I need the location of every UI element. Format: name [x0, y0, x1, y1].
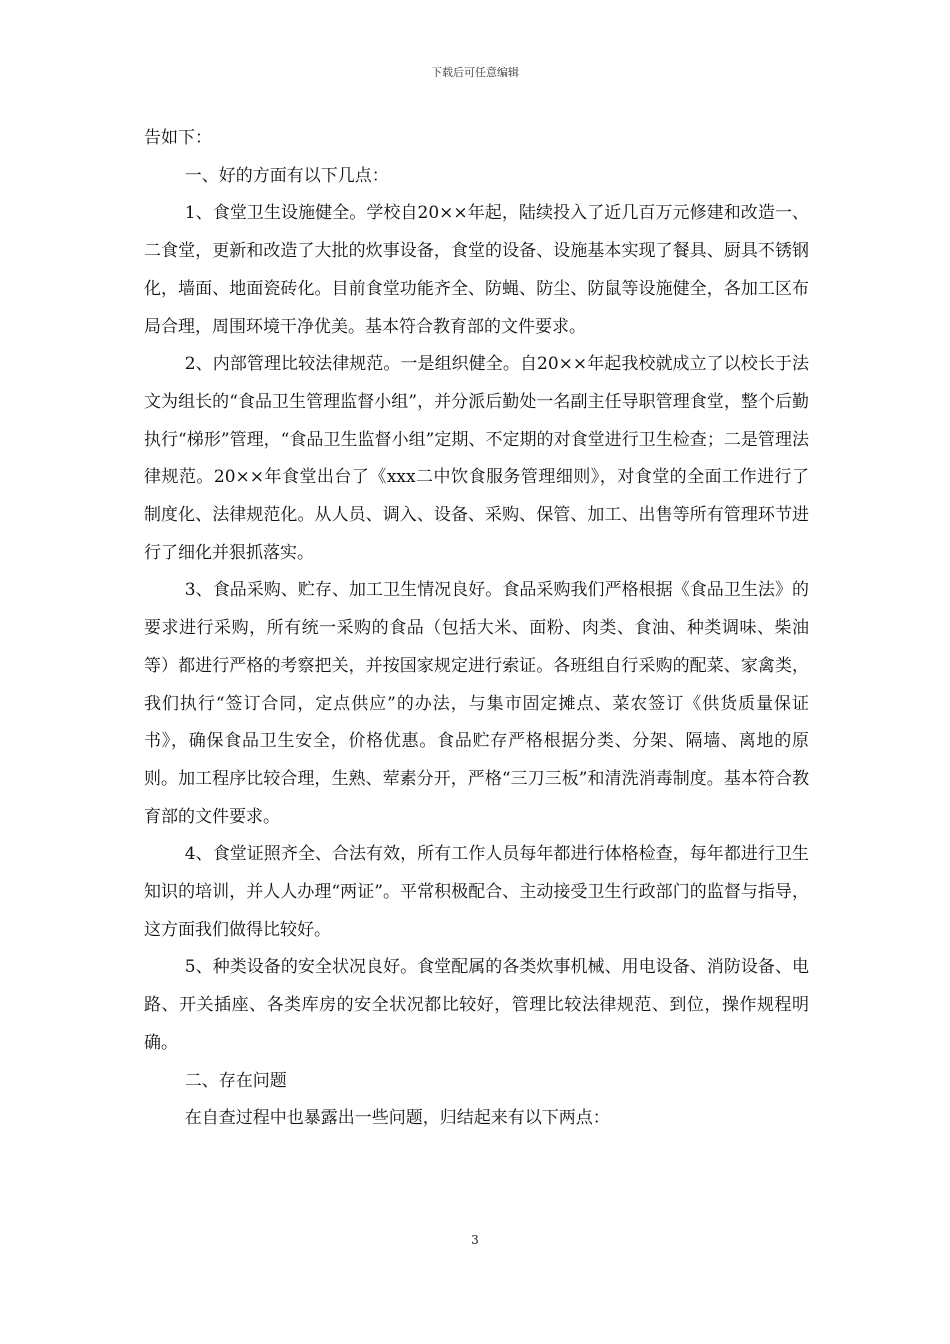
paragraph-item-3: 3、食品采购、贮存、加工卫生情况良好。食品采购我们严格根据《食品卫生法》的要求进行采购，所有统一采购的食品（包括大米、面粉、肉类、食油、种类调味、柴油等）都进行严格的考察把关，并按国家规定进行索证。各班组自行采购的配菜、家禽类，我们执行“签订合同，定点供应”的办法，与集市固定摊点、菜农签订《供货质量保证书》，确保食品卫生安全，价格优惠。食品贮存严格根据分类、分架、隔墙、离地的原则。加工程序比较合理，生熟、荤素分开，严格“三刀三板”和清洗消毒制度。基本符合教育部的文件要求。 — [144, 580, 809, 827]
section-heading-problems: 二、存在问题 — [184, 1070, 287, 1091]
page-header: 下载后可任意编辑 — [431, 66, 519, 79]
section-heading-good-aspects: 一、好的方面有以下几点： — [184, 165, 389, 186]
paragraph-problems-intro: 在自查过程中也暴露出一些问题，归结起来有以下两点： — [184, 1108, 610, 1129]
paragraph-item-5: 5、种类设备的安全状况良好。食堂配属的各类炊事机械、用电设备、消防设备、电路、开关插座、各类库房的安全状况都比较好，管理比较法律规范、到位，操作规程明确。 — [144, 957, 809, 1053]
paragraph-item-2: 2、内部管理比较法律规范。一是组织健全。自20××年起我校就成立了以校长于法文为组长的“食品卫生管理监督小组”，并分派后勤处一名副主任导职管理食堂，整个后勤执行“梯形”管理，“食品卫生监督小组”定期、不定期的对食堂进行卫生检查；二是管理法律规范。20××年食堂出台了《xxx二中饮食服务管理细则》，对食堂的全面工作进行了制度化、法律规范化。从人员、调入、设备、采购、保管、加工、出售等所有管理环节进行了细化并狠抓落实。 — [144, 354, 809, 563]
paragraph-intro: 告如下： — [144, 128, 212, 148]
paragraph-item-1: 1、食堂卫生设施健全。学校自20××年起，陆续投入了近几百万元修建和改造一、二食堂，更新和改造了大批的炊事设备，食堂的设备、设施基本实现了餐具、厨具不锈钢化，墙面、地面瓷砖化。目前食堂功能齐全、防蝇、防尘、防鼠等设施健全，各加工区布局合理，周围环境干净优美。基本符合教育部的文件要求。 — [144, 203, 809, 337]
paragraph-item-4: 4、食堂证照齐全、合法有效，所有工作人员每年都进行体格检查，每年都进行卫生知识的培训，并人人办理“两证”。平常积极配合、主动接受卫生行政部门的监督与指导，这方面我们做得比较好。 — [144, 844, 809, 940]
document-body — [144, 120, 809, 1138]
page-number: 3 — [471, 1233, 479, 1247]
